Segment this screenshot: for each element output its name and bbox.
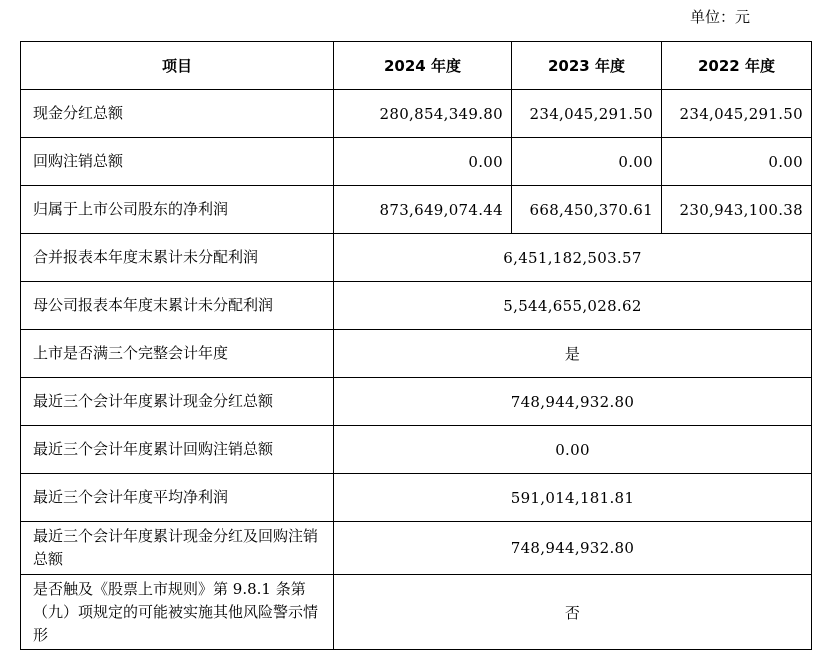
table-row-buyback — [21, 138, 812, 186]
value-2023: 668,450,370.61 — [512, 186, 662, 234]
row-label: 上市是否满三个完整会计年度 — [21, 330, 334, 378]
table-row-listed-three-years — [21, 330, 812, 378]
row-label: 回购注销总额 — [21, 138, 334, 186]
value-2022: 0.00 — [662, 138, 812, 186]
row-label: 母公司报表本年度末累计未分配利润 — [21, 282, 334, 330]
table-row-risk-warning — [21, 575, 812, 650]
row-label: 最近三个会计年度累计现金分红及回购注销总额 — [21, 522, 334, 575]
value-2023: 234,045,291.50 — [512, 90, 662, 138]
row-label: 最近三个会计年度累计回购注销总额 — [21, 426, 334, 474]
header-2024: 2024 年度 — [334, 42, 512, 90]
table-row-net-profit — [21, 186, 812, 234]
merged-value: 6,451,182,503.57 — [334, 234, 812, 282]
header-item: 项目 — [21, 42, 334, 90]
unit-label: 单位：元 — [690, 8, 751, 26]
merged-value: 否 — [334, 575, 812, 650]
header-2022: 2022 年度 — [662, 42, 812, 90]
row-label: 是否触及《股票上市规则》第 9.8.1 条第（九）项规定的可能被实施其他风险警示情形 — [21, 575, 334, 650]
value-2023: 0.00 — [512, 138, 662, 186]
merged-value: 是 — [334, 330, 812, 378]
row-label: 最近三个会计年度平均净利润 — [21, 474, 334, 522]
value-2022: 230,943,100.38 — [662, 186, 812, 234]
merged-value: 591,014,181.81 — [334, 474, 812, 522]
table-row-total-dividend-and-buyback — [21, 522, 812, 575]
row-label: 归属于上市公司股东的净利润 — [21, 186, 334, 234]
merged-value: 748,944,932.80 — [334, 378, 812, 426]
row-label: 合并报表本年度末累计未分配利润 — [21, 234, 334, 282]
row-label: 现金分红总额 — [21, 90, 334, 138]
value-2024: 0.00 — [334, 138, 512, 186]
table-row-consolidated-undistributed — [21, 234, 812, 282]
merged-value: 5,544,655,028.62 — [334, 282, 812, 330]
table-row-cash-dividend — [21, 90, 812, 138]
value-2022: 234,045,291.50 — [662, 90, 812, 138]
value-2024: 873,649,074.44 — [334, 186, 512, 234]
table-row-average-net-profit — [21, 474, 812, 522]
header-2023: 2023 年度 — [512, 42, 662, 90]
merged-value: 0.00 — [334, 426, 812, 474]
table-header-row — [21, 42, 812, 90]
table-row-three-year-buyback — [21, 426, 812, 474]
dividend-table — [20, 41, 812, 650]
table-row-three-year-cash-dividend — [21, 378, 812, 426]
merged-value: 748,944,932.80 — [334, 522, 812, 575]
table-row-parent-undistributed — [21, 282, 812, 330]
value-2024: 280,854,349.80 — [334, 90, 512, 138]
row-label: 最近三个会计年度累计现金分红总额 — [21, 378, 334, 426]
